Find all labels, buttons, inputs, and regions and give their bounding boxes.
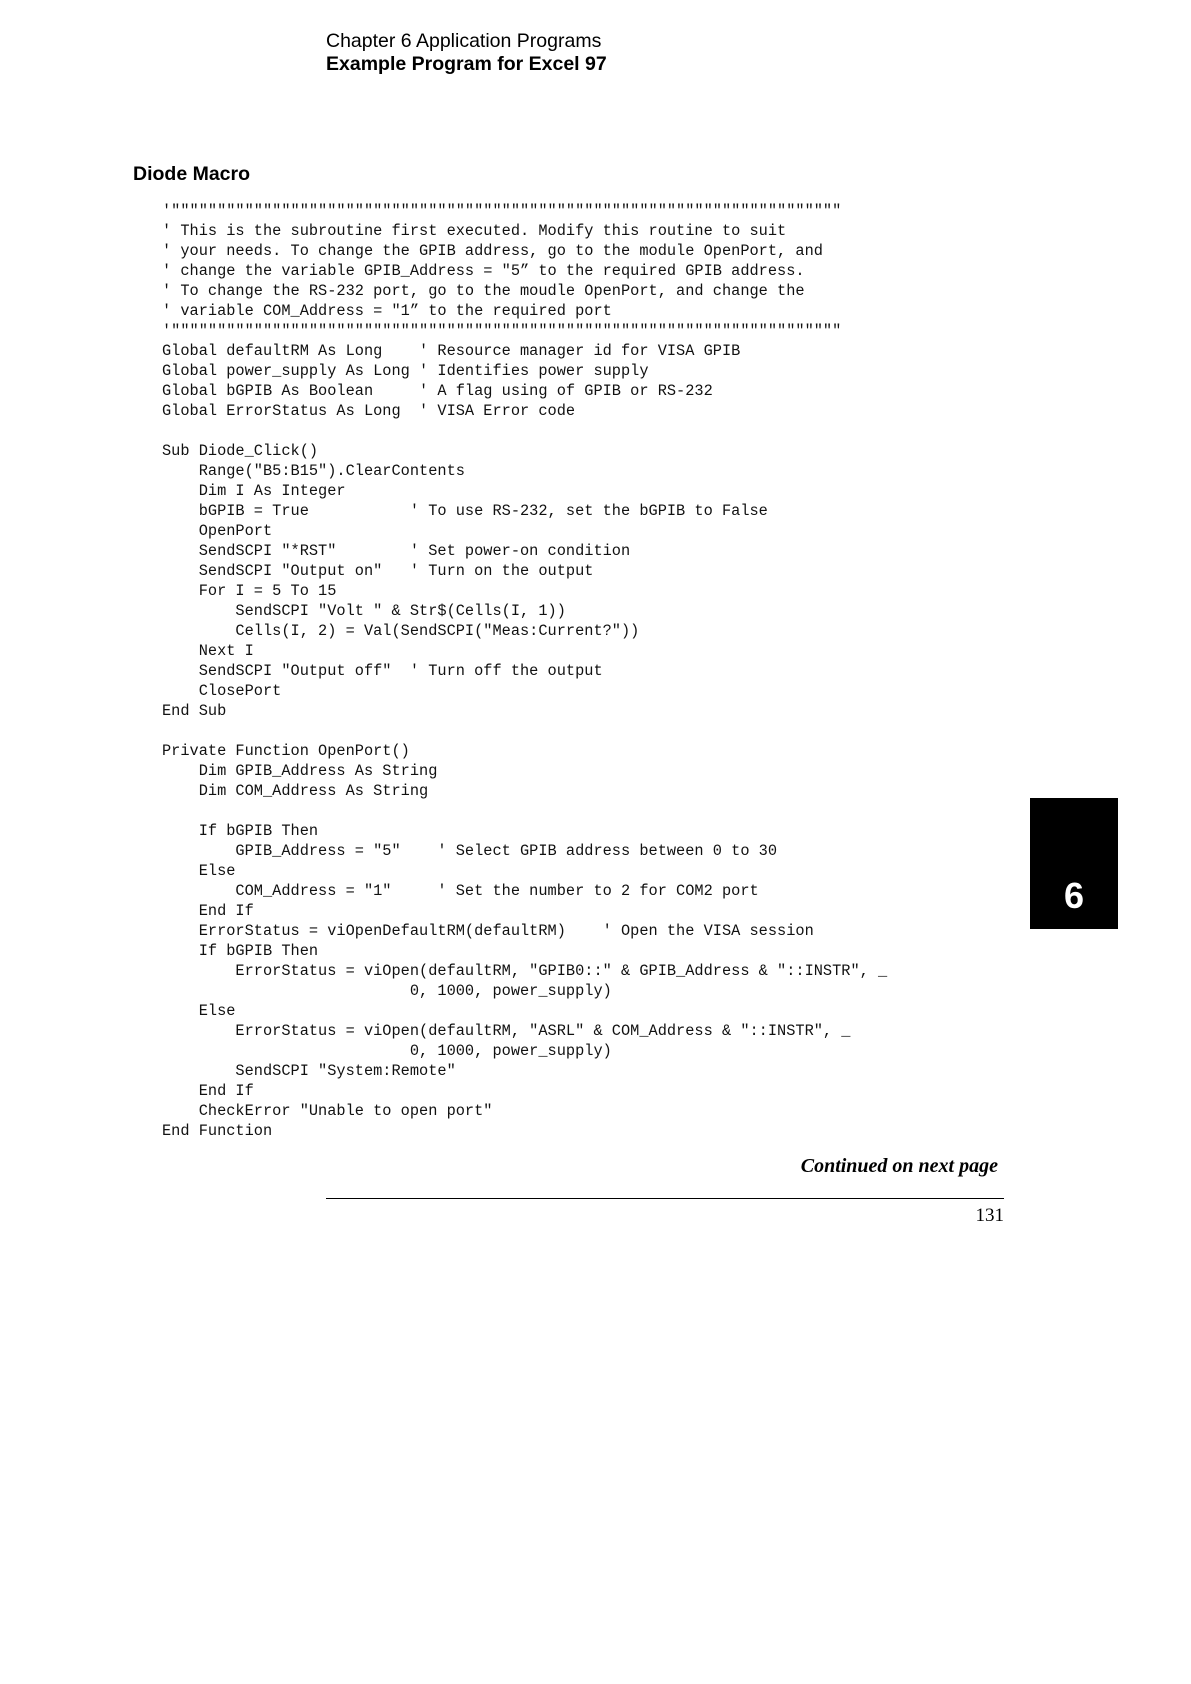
code-line: ' This is the subroutine first executed. Modify this routine to suit bbox=[162, 222, 787, 240]
page-header bbox=[326, 30, 607, 76]
code-line: '""""""""""""""""""""""""""""""""""""""""""""""""""""""""""""""""""""""""" bbox=[162, 202, 842, 220]
code-line: Dim GPIB_Address As String bbox=[162, 762, 438, 780]
code-line: COM_Address = "1" ' Set the number to 2 for COM2 port bbox=[162, 882, 759, 900]
code-line: CheckError "Unable to open port" bbox=[162, 1102, 493, 1120]
code-line: 0, 1000, power_supply) bbox=[162, 1042, 612, 1060]
code-line: Range("B5:B15").ClearContents bbox=[162, 462, 465, 480]
code-line: End If bbox=[162, 902, 254, 920]
chapter-title: Chapter 6 Application Programs bbox=[326, 30, 602, 52]
code-line: Private Function OpenPort() bbox=[162, 742, 410, 760]
code-line bbox=[162, 801, 887, 821]
code-line: SendSCPI "Volt " & Str$(Cells(I, 1)) bbox=[162, 602, 566, 620]
code-line: If bGPIB Then bbox=[162, 822, 319, 840]
code-line: End Function bbox=[162, 1122, 273, 1140]
code-line: ' your needs. To change the GPIB address, go to the module OpenPort, and bbox=[162, 242, 823, 260]
code-line: Global defaultRM As Long ' Resource manager id for VISA GPIB bbox=[162, 342, 741, 360]
chapter-tab-number: 6 bbox=[1063, 875, 1085, 916]
code-line: Global ErrorStatus As Long ' VISA Error code bbox=[162, 402, 576, 420]
code-line: Else bbox=[162, 862, 236, 880]
code-line: ' variable COM_Address = "1” to the required port bbox=[162, 302, 612, 320]
code-line: ' change the variable GPIB_Address = "5” to the required GPIB address. bbox=[162, 262, 805, 280]
code-line: Global bGPIB As Boolean ' A flag using of GPIB or RS-232 bbox=[162, 382, 713, 400]
section-heading: Diode Macro bbox=[133, 163, 251, 185]
code-line: SendSCPI "*RST" ' Set power-on condition bbox=[162, 542, 631, 560]
code-line: OpenPort bbox=[162, 522, 273, 540]
code-line: For I = 5 To 15 bbox=[162, 582, 337, 600]
chapter-tab bbox=[1030, 798, 1118, 929]
code-line: GPIB_Address = "5" ' Select GPIB address between 0 to 30 bbox=[162, 842, 778, 860]
code-line: Cells(I, 2) = Val(SendSCPI("Meas:Current?")) bbox=[162, 622, 640, 640]
code-line: Dim COM_Address As String bbox=[162, 782, 429, 800]
code-line: If bGPIB Then bbox=[162, 942, 319, 960]
code-line: Else bbox=[162, 1002, 236, 1020]
code-line: ClosePort bbox=[162, 682, 282, 700]
code-line: Sub Diode_Click() bbox=[162, 442, 319, 460]
code-line: '""""""""""""""""""""""""""""""""""""""""""""""""""""""""""""""""""""""""" bbox=[162, 322, 842, 340]
code-line: Global power_supply As Long ' Identifies power supply bbox=[162, 362, 649, 380]
continued-note: Continued on next page bbox=[800, 1155, 998, 1177]
code-line: ErrorStatus = viOpen(defaultRM, "GPIB0::" & GPIB_Address & "::INSTR", _ bbox=[162, 962, 888, 980]
code-line: 0, 1000, power_supply) bbox=[162, 982, 612, 1000]
code-line: Dim I As Integer bbox=[162, 482, 346, 500]
page-number: 131 bbox=[975, 1205, 1004, 1226]
code-line: End Sub bbox=[162, 702, 227, 720]
code-line: bGPIB = True ' To use RS-232, set the bGPIB to False bbox=[162, 502, 768, 520]
code-line: SendSCPI "System:Remote" bbox=[162, 1062, 456, 1080]
code-line: ' To change the RS-232 port, go to the moudle OpenPort, and change the bbox=[162, 282, 805, 300]
footer-rule bbox=[326, 1198, 1004, 1199]
code-line: End If bbox=[162, 1082, 254, 1100]
code-line: SendSCPI "Output on" ' Turn on the output bbox=[162, 562, 594, 580]
code-line bbox=[162, 421, 887, 441]
code-line: ErrorStatus = viOpenDefaultRM(defaultRM) ' Open the VISA session bbox=[162, 922, 814, 940]
code-line bbox=[162, 721, 887, 741]
code-listing bbox=[162, 201, 887, 1141]
section-subtitle: Example Program for Excel 97 bbox=[326, 53, 607, 75]
code-line: Next I bbox=[162, 642, 254, 660]
code-line: SendSCPI "Output off" ' Turn off the output bbox=[162, 662, 603, 680]
code-line: ErrorStatus = viOpen(defaultRM, "ASRL" & COM_Address & "::INSTR", _ bbox=[162, 1022, 851, 1040]
